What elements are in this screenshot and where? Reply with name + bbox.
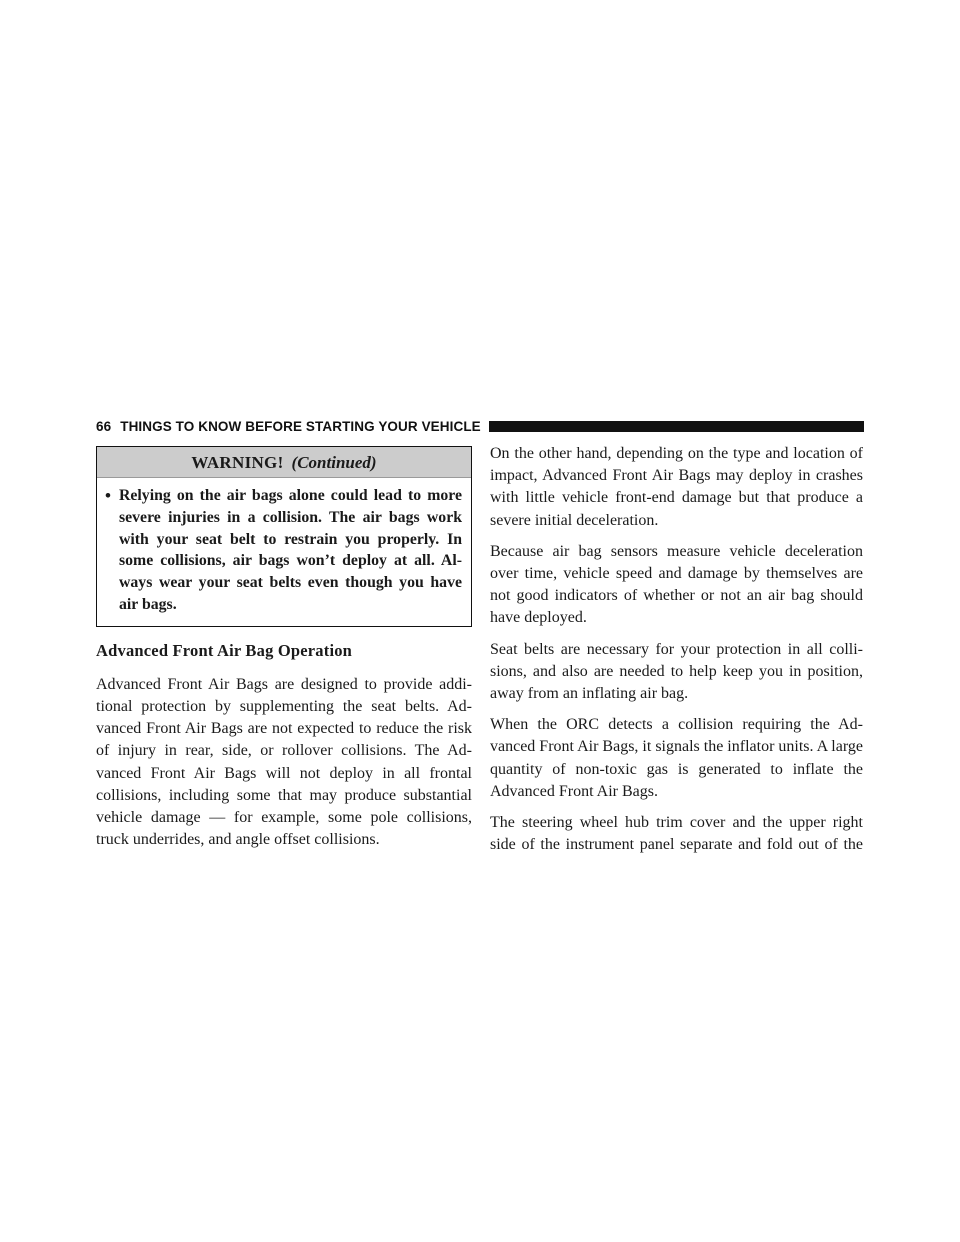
page-number: 66	[96, 418, 112, 434]
running-header	[96, 418, 864, 434]
body-paragraph: Advanced Front Air Bags are designed to provide addi-tional protection by supplementing the seat belts. Ad-vanced Front Air Bags are not expected to reduce the risk of injury in rear, side, or rollover collisions. The Ad-vanced Front Air Bags will not deploy in all frontal collisions, including some that may produce substantial vehicle damage — for example, some pole collisions, truck underrides, and angle offset collisions.	[96, 675, 472, 849]
warning-header	[97, 447, 471, 478]
warning-title: WARNING!	[191, 453, 284, 472]
body-paragraph: The steering wheel hub trim cover and the upper right side of the instrument panel separate and fold out of the	[490, 814, 863, 854]
warning-text: Relying on the air bags alone could lead to more severe injuries in a collision. The air bags work with your seat belt to restrain you properly. In some collisions, air bags won’t deploy at all. Al-ways wear your seat belts even though you have air bags.	[119, 487, 462, 613]
bullet-icon: •	[105, 486, 111, 505]
running-header-title: THINGS TO KNOW BEFORE STARTING YOUR VEHICLE	[120, 418, 481, 434]
warning-body	[97, 478, 471, 626]
right-column	[490, 443, 863, 865]
warning-continued-label: (Continued)	[291, 453, 377, 472]
left-column	[96, 446, 472, 860]
warning-box	[96, 446, 472, 627]
body-paragraph: On the other hand, depending on the type and location of impact, Advanced Front Air Bags may deploy in crashes with little vehicle front-end damage but that produce a severe initial deceleration.	[490, 445, 863, 529]
header-rule-bar	[489, 421, 864, 432]
body-paragraph: Because air bag sensors measure vehicle deceleration over time, vehicle speed and damage by themselves are not good indicators of whether or not an air bag should have deployed.	[490, 542, 863, 627]
section-heading: Advanced Front Air Bag Operation	[96, 640, 353, 660]
body-paragraph: When the ORC detects a collision requiring the Ad-vanced Front Air Bags, it signals the inflator units. A large quantity of non-toxic gas is generated to inflate the Advanced Front Air Bags.	[490, 716, 863, 800]
body-paragraph: Seat belts are necessary for your protection in all colli-sions, and also are needed to help keep you in position, away from an inflating air bag.	[490, 640, 863, 703]
